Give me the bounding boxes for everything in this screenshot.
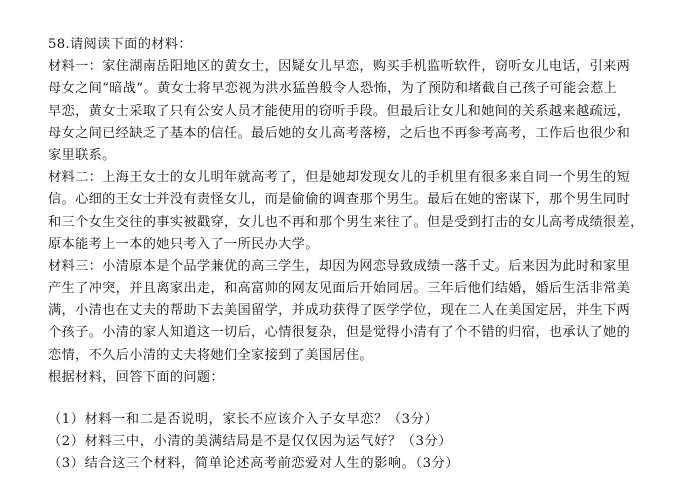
material-line: 材料三：小清原本是个品学兼优的高三学生，却因为网恋导致成绩一落千丈。后来因为此时和家里: [48, 258, 631, 274]
material-line: 原本能考上一本的她只考入了一所民办大学。: [48, 236, 319, 252]
material-line: 信。心细的王女士并没有责怪女儿，而是偷偷的调查那个男生。最后在她的密谋下，那个男生同时: [48, 192, 631, 208]
material-block: [48, 56, 688, 367]
question-document: [48, 34, 688, 476]
sub-question-3: （3）结合这三个材料，简单论述高考前恋爱对人生的影响。（3分）: [48, 456, 460, 472]
question-header: 58.请阅读下面的材料：: [48, 37, 192, 52]
sub-question-2: （2）材料三中，小清的美满结局是不是仅仅因为运气好？（3分）: [48, 434, 453, 450]
material-line: 个孩子。小清的家人知道这一切后，心情很复杂，但是觉得小清有了个不错的归宿，也承认了她的: [48, 325, 631, 341]
material-line: 产生了冲突，并且离家出走，和高富帅的网友见面后开始同居。三年后他们结婚，婚后生活非常美: [48, 281, 631, 297]
material-line: 材料一：家住湖南岳阳地区的黄女士，因疑女儿早恋，购买手机监听软件，窃听女儿电话，引来两: [48, 59, 631, 75]
question-prompt: 根据材料，回答下面的问题：: [48, 369, 224, 385]
material-line: 母女之间“暗战”。黄女士将早恋视为洪水猛兽般令人恐怖，为了预防和堵截自己孩子可能会惹上: [48, 81, 618, 97]
sub-question-list: [48, 409, 688, 476]
material-line: 满，小清也在丈夫的帮助下去美国留学，并成功获得了医学学位，现在二人在美国定居，并生下两: [48, 303, 631, 319]
material-line: 和三个女生交往的事实被戳穿，女儿也不再和那个男生来往了。但是受到打击的女儿高考成绩很差，: [48, 214, 644, 230]
material-line: 母女之间已经缺乏了基本的信任。最后她的女儿高考落榜，之后也不再参考高考，工作后也很少和: [48, 125, 631, 141]
material-line: 早恋，黄女士采取了只有公安人员才能使用的窃听手段。但最后让女儿和她间的关系越来越疏远，: [48, 103, 631, 119]
material-line: 材料二：上海王女士的女儿明年就高考了，但是她却发现女儿的手机里有很多来自同一个男生的短: [48, 170, 631, 186]
material-line: 家里联系。: [48, 147, 116, 163]
material-line: 恋情，不久后小清的丈夫将她们全家接到了美国居住。: [48, 347, 373, 363]
sub-question-1: （1）材料一和二是否说明，家长不应该介入子女早恋？（3分）: [48, 412, 439, 427]
